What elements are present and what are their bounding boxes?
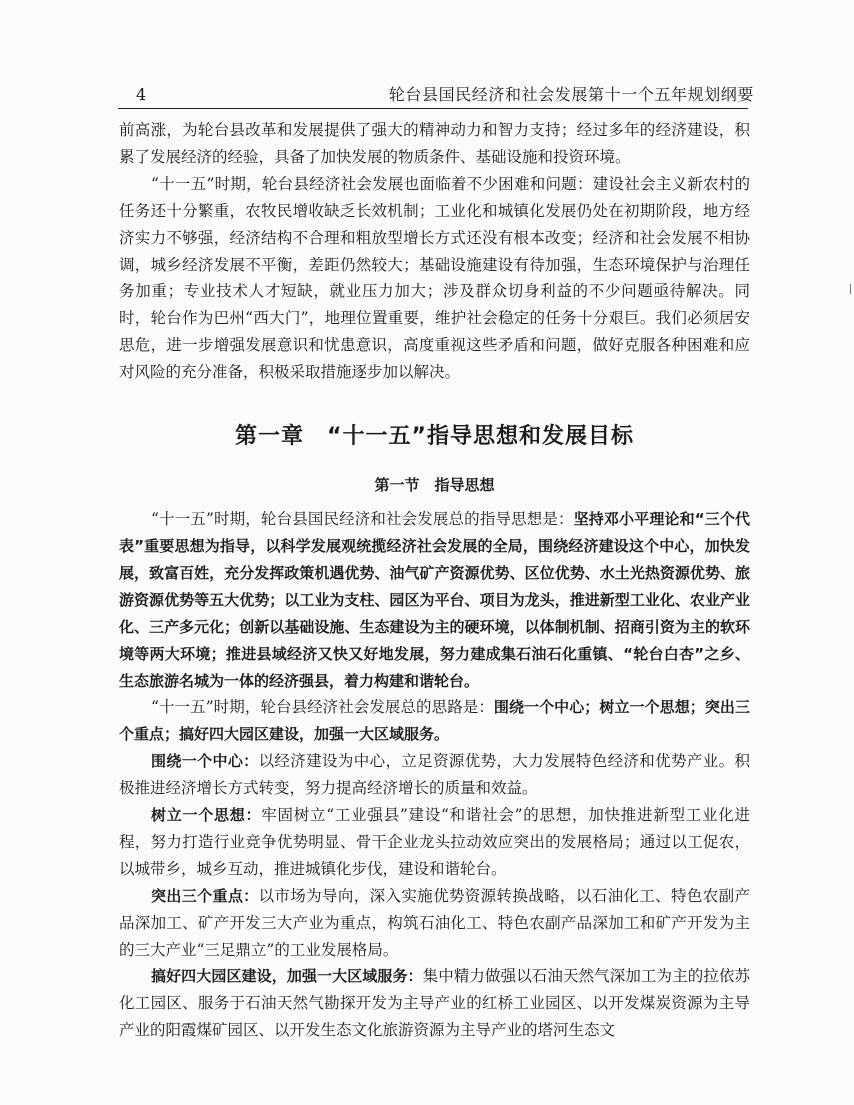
item-text: 牢固树立“工业强县”建设“和谐社会”的思想，加快推进新型工业化进程，努力打造行业竞争优势明显、骨干企业龙头拉动效应突出的发展格局；通过以工促农，以城带乡，城乡互动，推进城镇化步伐，建设和谐轮台。: [119, 806, 750, 878]
item-heading: 围绕一个中心：: [151, 752, 259, 771]
paragraph-item: [119, 963, 750, 1044]
margin-mark: [850, 284, 851, 294]
page-body: [119, 117, 750, 1044]
chapter-title: 第一章 “十一五”指导思想和发展目标: [235, 424, 634, 450]
paragraph-item: [119, 748, 750, 802]
section-title: 第一节 指导思想: [374, 476, 495, 495]
item-heading: 突出三个重点：: [151, 886, 259, 905]
guiding-bold: 坚持邓小平理论和“三个代表”重要思想为指导，以科学发展观统揽经济社会发展的全局，围绕经济建设这个中心，加快发展，致富百姓，充分发挥政策机遇优势、油气矿产资源优势、区位优势、水土光热资源优势、旅游资源优势等五大优势；以工业为支柱、园区为平台、项目为龙头，推进新型工业化、农业产业化、三产多元化；创新以基础设施、生态建设为主的硬环境，以体制机制、招商引资为主的软环境等两大环境；推进县域经济又快又好地发展，努力建成集石油石化重镇、“轮台白杏”之乡、生态旅游名城为一体的经济强县，着力构建和谐轮台。: [119, 510, 750, 690]
item-text: 以市场为导向，深入实施优势资源转换战略，以石油化工、特色农副产品深加工、矿产开发三大产业为重点，构筑石油化工、特色农副产品深加工和矿产开发为主的三大产业“三足鼎立”的工业发展格局。: [119, 886, 750, 959]
paragraph-difficulties: “十一五”时期，轮台县经济社会发展也面临着不少困难和问题：建设社会主义新农村的任务还十分繁重，农牧民增收缺乏长效机制；工业化和城镇化发展仍处在初期阶段，地方经济实力不够强，经济结构不合理和粗放型增长方式还没有根本改变；经济和社会发展不相协调，城乡经济发展不平衡，差距仍然较大；基础设施建设有待加强，生态环境保护与治理任务加重；专业技术人才短缺，就业压力加大；涉及群众切身利益的不少问题亟待解决。同时，轮台作为巴州“西大门”，地理位置重要，维护社会稳定的任务十分艰巨。我们必须居安思危，进一步增强发展意识和忧患意识，高度重视这些矛盾和问题，做好克服各种困难和应对风险的充分准备，积极采取措施逐步加以解决。: [119, 174, 750, 382]
paragraph-continuation: 前高涨，为轮台县改革和发展提供了强大的精神动力和智力支持；经过多年的经济建设，积累了发展经济的经验，具备了加快发展的物质条件、基础设施和投资环境。: [119, 121, 750, 166]
item-heading: 搞好四大园区建设，加强一大区域服务：: [151, 967, 423, 986]
paragraph-guiding-thought: [119, 506, 750, 694]
page-number: 4: [136, 85, 147, 104]
item-text: 以经济建设为中心，立足资源优势，大力发展特色经济和优势产业。积极推进经济增长方式转变，努力提高经济增长的质量和效益。: [119, 752, 750, 798]
paragraph-item: [119, 802, 750, 883]
item-heading: 树立一个思想：: [151, 806, 262, 825]
paragraph-approach: [119, 694, 750, 748]
approach-bold: 围绕一个中心；树立一个思想；突出三个重点；搞好四大园区建设，加强一大区域服务。: [119, 698, 750, 744]
page-header: [0, 0, 854, 112]
running-title: 轮台县国民经济和社会发展第十一个五年规划纲要: [388, 85, 754, 104]
item-text: 集中精力做强以石油天然气深加工为主的拉依苏化工园区、服务于石油天然气勘探开发为主导产业的红桥工业园区、以开发煤炭资源为主导产业的阳霞煤矿园区、以开发生态文化旅游资源为主导产业的塔河生态文: [119, 967, 750, 1040]
paragraph-item: [119, 883, 750, 964]
header-rule: [118, 108, 748, 109]
approach-lead: “十一五”时期，轮台县经济社会发展总的思路是：: [151, 698, 494, 717]
guiding-lead: “十一五”时期，轮台县国民经济和社会发展总的指导思想是：: [151, 510, 574, 529]
